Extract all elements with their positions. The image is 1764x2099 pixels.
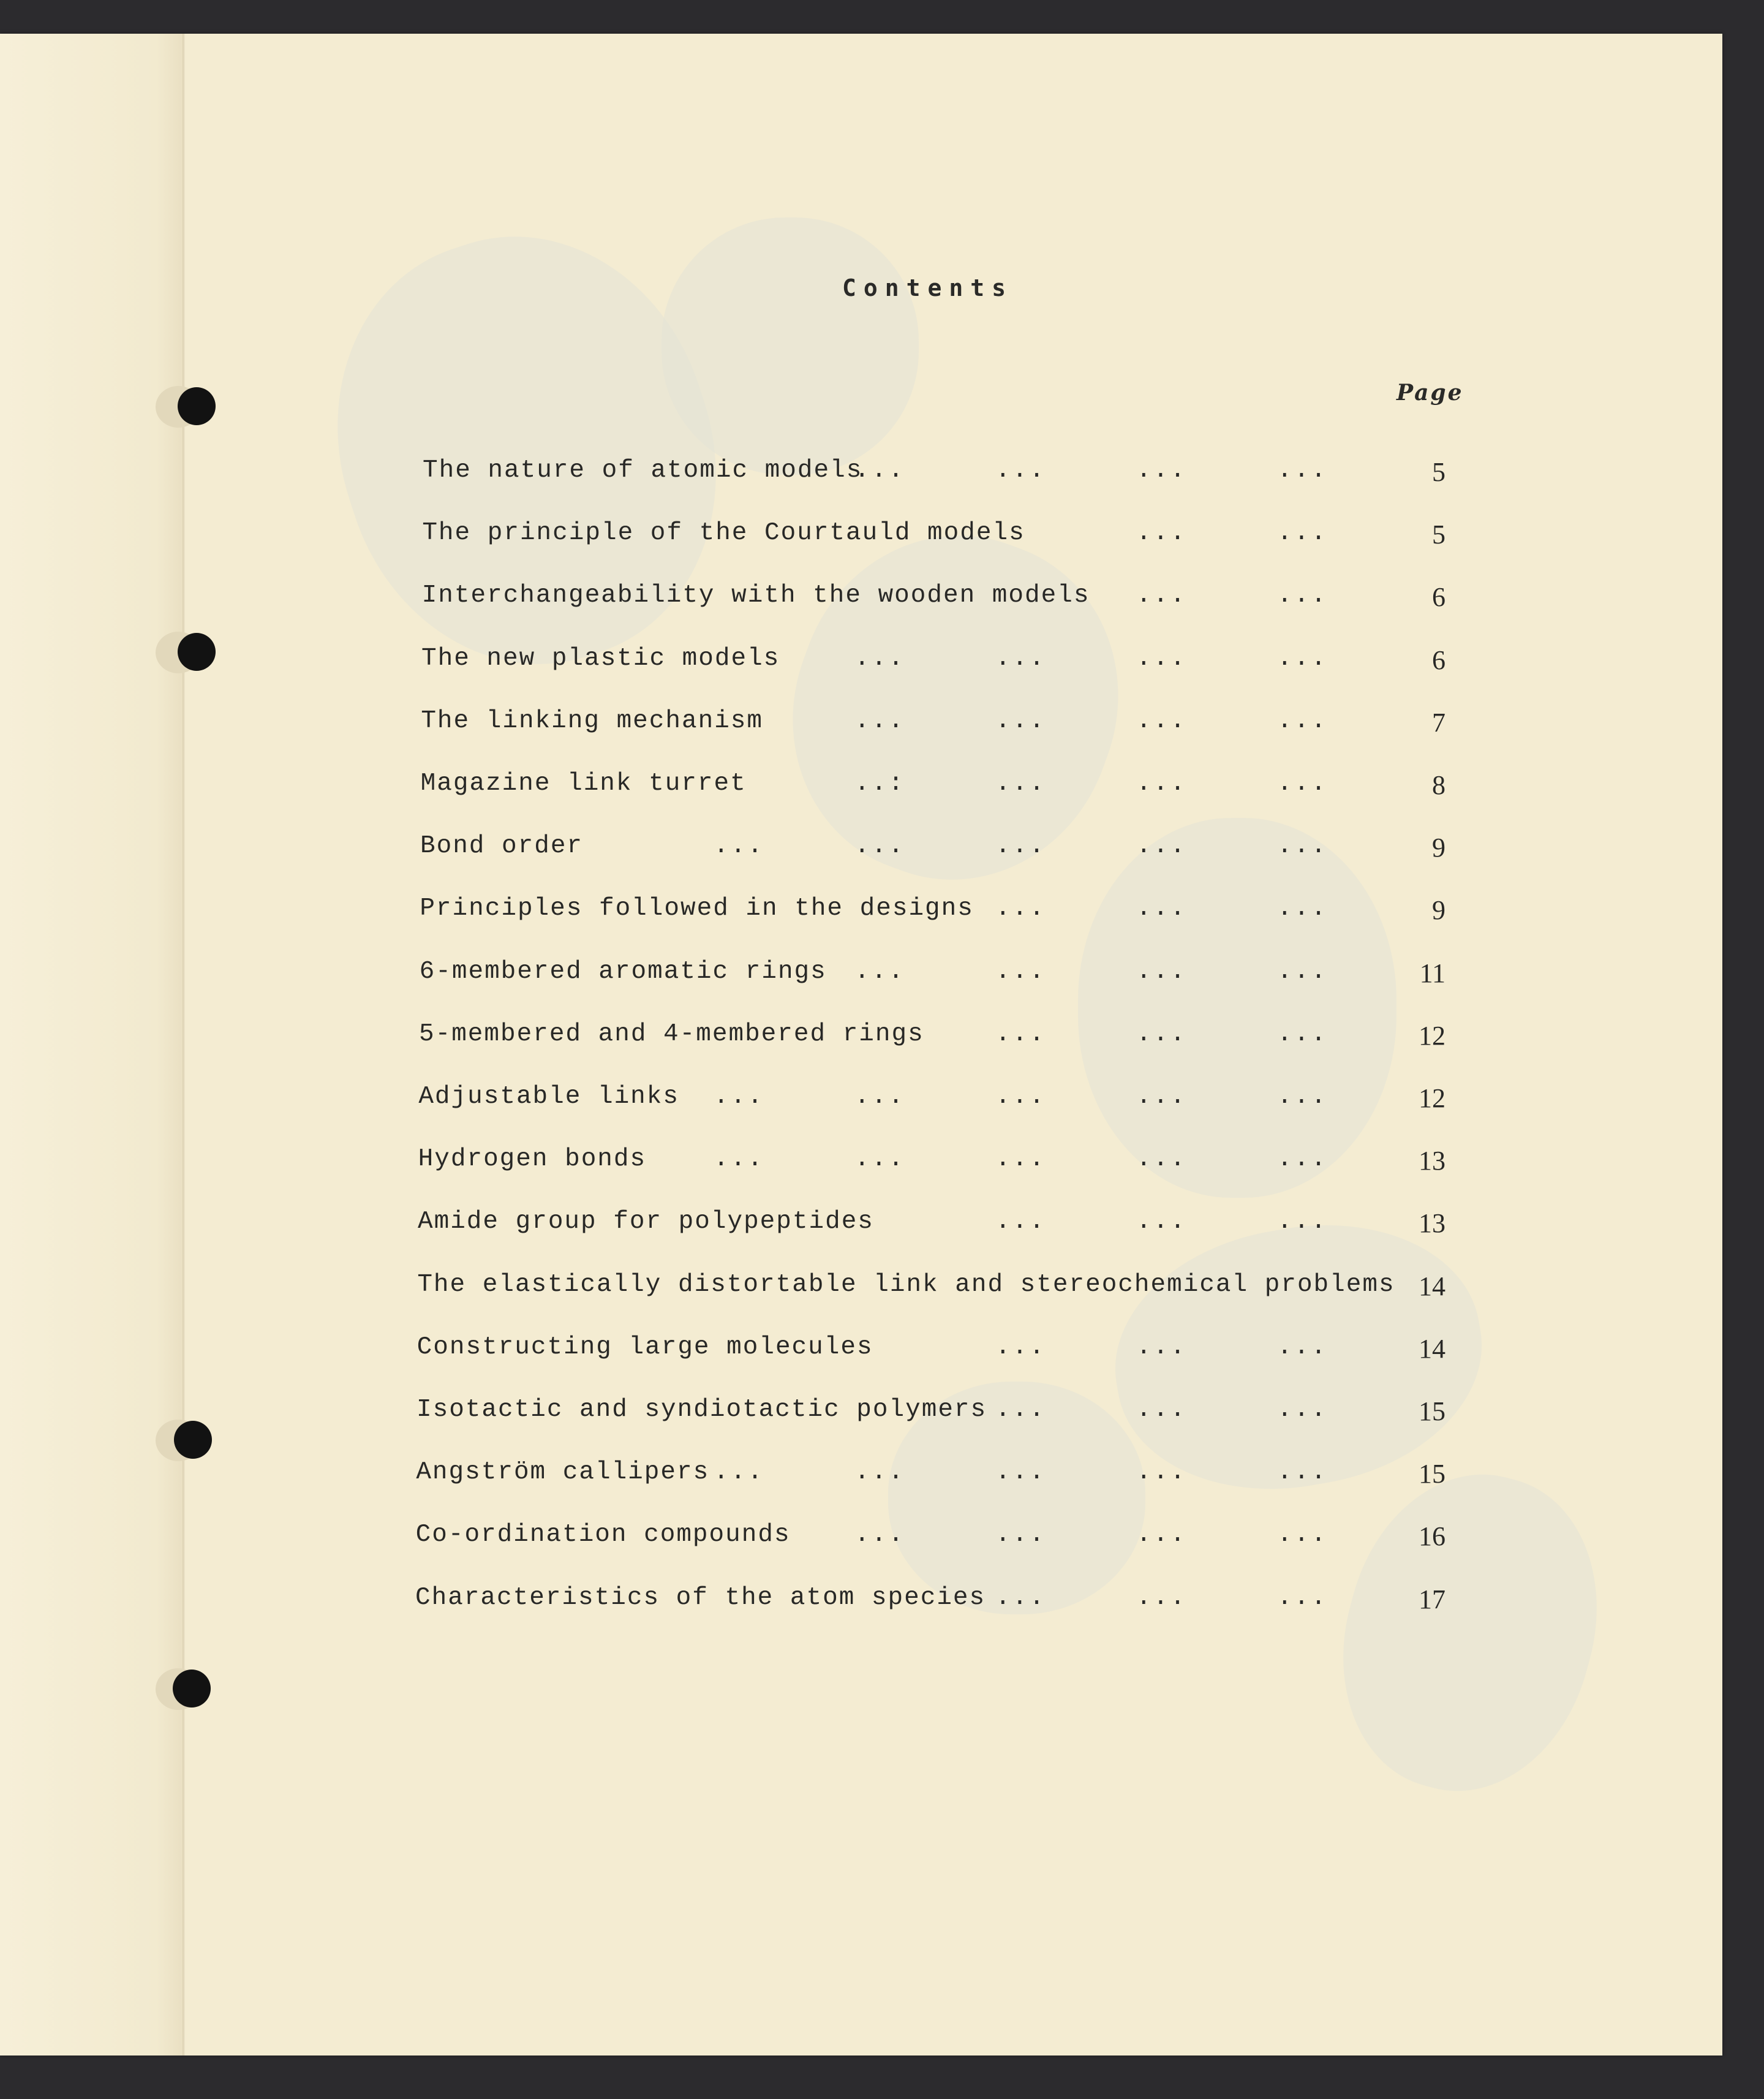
toc-entry	[0, 707, 1722, 744]
toc-leader-dots: ...	[1277, 1333, 1328, 1361]
toc-leader-dots: ...	[854, 1458, 905, 1487]
toc-leader-dots: ...	[1277, 832, 1328, 861]
toc-leader-dots: ...	[995, 1145, 1046, 1174]
toc-leader-dots: ...	[995, 456, 1046, 485]
toc-entry-title: Bond order	[420, 832, 584, 861]
toc-leader-dots: ...	[1277, 1396, 1328, 1424]
toc-leader-dots: ...	[854, 1521, 905, 1549]
toc-leader-dots: ...	[854, 1083, 905, 1111]
toc-leader-dots: ...	[854, 644, 905, 673]
toc-leader-dots: ...	[995, 706, 1046, 735]
toc-entry-title: Amide group for polypeptides	[418, 1208, 874, 1236]
toc-entry-page-number: 6	[1432, 645, 1446, 675]
toc-entry	[0, 456, 1722, 493]
toc-leader-dots: ...	[1277, 1458, 1328, 1487]
toc-entry	[0, 832, 1722, 869]
toc-entry	[0, 1333, 1722, 1370]
toc-entry-page-number: 13	[1419, 1146, 1446, 1176]
toc-entry-title: Magazine link turret	[420, 770, 747, 798]
toc-entry	[0, 645, 1722, 681]
toc-leader-dots: ...	[1277, 1145, 1328, 1174]
toc-entry-title: The elastically distortable link and stereochemical problems	[417, 1270, 1395, 1299]
contents-title: Contents	[842, 274, 1014, 301]
toc-entry	[0, 519, 1722, 556]
paper-sheet	[0, 34, 1722, 2056]
toc-leader-dots: ...	[1136, 1521, 1187, 1549]
toc-entry	[0, 1458, 1722, 1495]
toc-entry-page-number: 9	[1432, 895, 1446, 926]
toc-entry-page-number: 5	[1432, 520, 1446, 550]
toc-leader-dots: ...	[1277, 957, 1328, 986]
toc-leader-dots: ...	[854, 957, 905, 986]
toc-leader-dots: ...	[1277, 1208, 1328, 1236]
toc-entry	[0, 958, 1722, 994]
toc-leader-dots: ...	[1277, 1521, 1328, 1549]
toc-entry	[0, 770, 1722, 806]
toc-leader-dots: ...	[1277, 706, 1328, 735]
toc-entry-page-number: 13	[1419, 1208, 1446, 1239]
toc-leader-dots: ...	[1136, 644, 1187, 673]
toc-leader-dots: ...	[854, 456, 905, 485]
toc-leader-dots: ...	[1136, 832, 1187, 861]
toc-leader-dots: ...	[995, 644, 1046, 673]
toc-leader-dots: ...	[1136, 1458, 1187, 1487]
toc-leader-dots: ...	[995, 1521, 1046, 1549]
toc-leader-dots: ...	[995, 1333, 1046, 1361]
page-column-header: Page	[1396, 380, 1464, 406]
toc-leader-dots: ...	[995, 1396, 1046, 1424]
toc-leader-dots: ...	[1136, 1396, 1187, 1424]
toc-leader-dots: ...	[995, 1083, 1046, 1111]
toc-leader-dots: ...	[1136, 894, 1187, 923]
toc-entry-title: Constructing large molecules	[417, 1333, 873, 1361]
toc-entry	[0, 1396, 1722, 1432]
toc-leader-dots: ...	[1136, 1083, 1187, 1111]
toc-entry	[0, 1208, 1722, 1244]
toc-entry-page-number: 9	[1432, 833, 1446, 863]
toc-entry-title: Isotactic and syndiotactic polymers	[417, 1396, 987, 1424]
toc-entry-page-number: 14	[1419, 1333, 1446, 1364]
toc-leader-dots: ...	[1277, 581, 1328, 610]
toc-entry-title: Characteristics of the atom species	[415, 1583, 986, 1612]
toc-leader-dots: ...	[1136, 1145, 1187, 1174]
toc-entry	[0, 581, 1722, 618]
toc-leader-dots: ...	[1136, 581, 1187, 610]
toc-entry-page-number: 7	[1432, 707, 1446, 738]
toc-entry	[0, 1020, 1722, 1057]
toc-entry-title: Principles followed in the designs	[420, 894, 974, 923]
toc-entry-title: The nature of atomic models	[423, 456, 863, 485]
toc-leader-dots: ...	[1136, 519, 1187, 548]
toc-leader-dots: ...	[1136, 1583, 1187, 1612]
toc-leader-dots: ...	[995, 957, 1046, 986]
toc-entry-title: 5-membered and 4-membered rings	[419, 1019, 924, 1048]
toc-leader-dots: ...	[995, 770, 1046, 798]
toc-leader-dots: ...	[714, 832, 764, 861]
toc-leader-dots: ...	[1136, 770, 1187, 798]
toc-leader-dots: ...	[854, 706, 905, 735]
toc-entry	[0, 1521, 1722, 1557]
toc-leader-dots: ...	[995, 832, 1046, 861]
toc-leader-dots: ...	[1277, 644, 1328, 673]
toc-leader-dots: ...	[995, 894, 1046, 923]
toc-entry-page-number: 15	[1419, 1396, 1446, 1426]
toc-entry-title: The principle of the Courtauld models	[422, 519, 1025, 548]
toc-entry-page-number: 12	[1419, 1083, 1446, 1113]
toc-entry-title: Adjustable links	[418, 1083, 679, 1111]
toc-leader-dots: ...	[1136, 706, 1187, 735]
toc-leader-dots: ...	[714, 1083, 764, 1111]
toc-leader-dots: ...	[1277, 1019, 1328, 1048]
toc-leader-dots: ...	[995, 1583, 1046, 1612]
toc-entry	[0, 894, 1722, 931]
toc-leader-dots: ...	[1277, 1083, 1328, 1111]
toc-leader-dots: ...	[1277, 770, 1328, 798]
toc-leader-dots: ...	[1277, 894, 1328, 923]
toc-leader-dots: ...	[995, 1019, 1046, 1048]
toc-entry-title: 6-membered aromatic rings	[419, 957, 827, 986]
toc-leader-dots: ...	[854, 1145, 905, 1174]
toc-leader-dots: ...	[995, 1458, 1046, 1487]
toc-leader-dots: ...	[854, 832, 905, 861]
toc-entry-title: Angström callipers	[416, 1458, 710, 1487]
toc-entry-page-number: 16	[1419, 1521, 1446, 1552]
toc-entry-title: Hydrogen bonds	[418, 1145, 647, 1174]
toc-entry-page-number: 11	[1419, 958, 1446, 988]
toc-entry	[0, 1083, 1722, 1119]
toc-leader-dots: ...	[1277, 1583, 1328, 1612]
toc-leader-dots: ...	[1136, 1019, 1187, 1048]
toc-leader-dots: ...	[1136, 1208, 1187, 1236]
toc-entry	[0, 1145, 1722, 1182]
toc-leader-dots: ...	[714, 1145, 764, 1174]
toc-leader-dots: ..:	[854, 770, 905, 798]
toc-entry	[0, 1584, 1722, 1621]
toc-entry-page-number: 8	[1432, 770, 1446, 800]
toc-entry-title: Interchangeability with the wooden models	[421, 581, 1090, 610]
toc-entry-page-number: 17	[1419, 1584, 1446, 1614]
toc-entry-page-number: 5	[1432, 457, 1446, 487]
toc-entry-title: The new plastic models	[421, 644, 780, 673]
toc-leader-dots: ...	[714, 1458, 764, 1487]
toc-leader-dots: ...	[1136, 456, 1187, 485]
toc-leader-dots: ...	[1136, 957, 1187, 986]
toc-entry	[0, 1271, 1722, 1307]
toc-leader-dots: ...	[1277, 456, 1328, 485]
table-of-contents	[0, 34, 1722, 2056]
toc-leader-dots: ...	[1136, 1333, 1187, 1361]
toc-entry-page-number: 15	[1419, 1459, 1446, 1489]
toc-entry-title: Co-ordination compounds	[415, 1521, 791, 1549]
toc-entry-page-number: 12	[1419, 1020, 1446, 1051]
toc-leader-dots: ...	[995, 1208, 1046, 1236]
toc-leader-dots: ...	[1277, 519, 1328, 548]
toc-entry-page-number: 14	[1419, 1271, 1446, 1301]
toc-entry-title: The linking mechanism	[421, 706, 764, 735]
toc-entry-page-number: 6	[1432, 582, 1446, 613]
